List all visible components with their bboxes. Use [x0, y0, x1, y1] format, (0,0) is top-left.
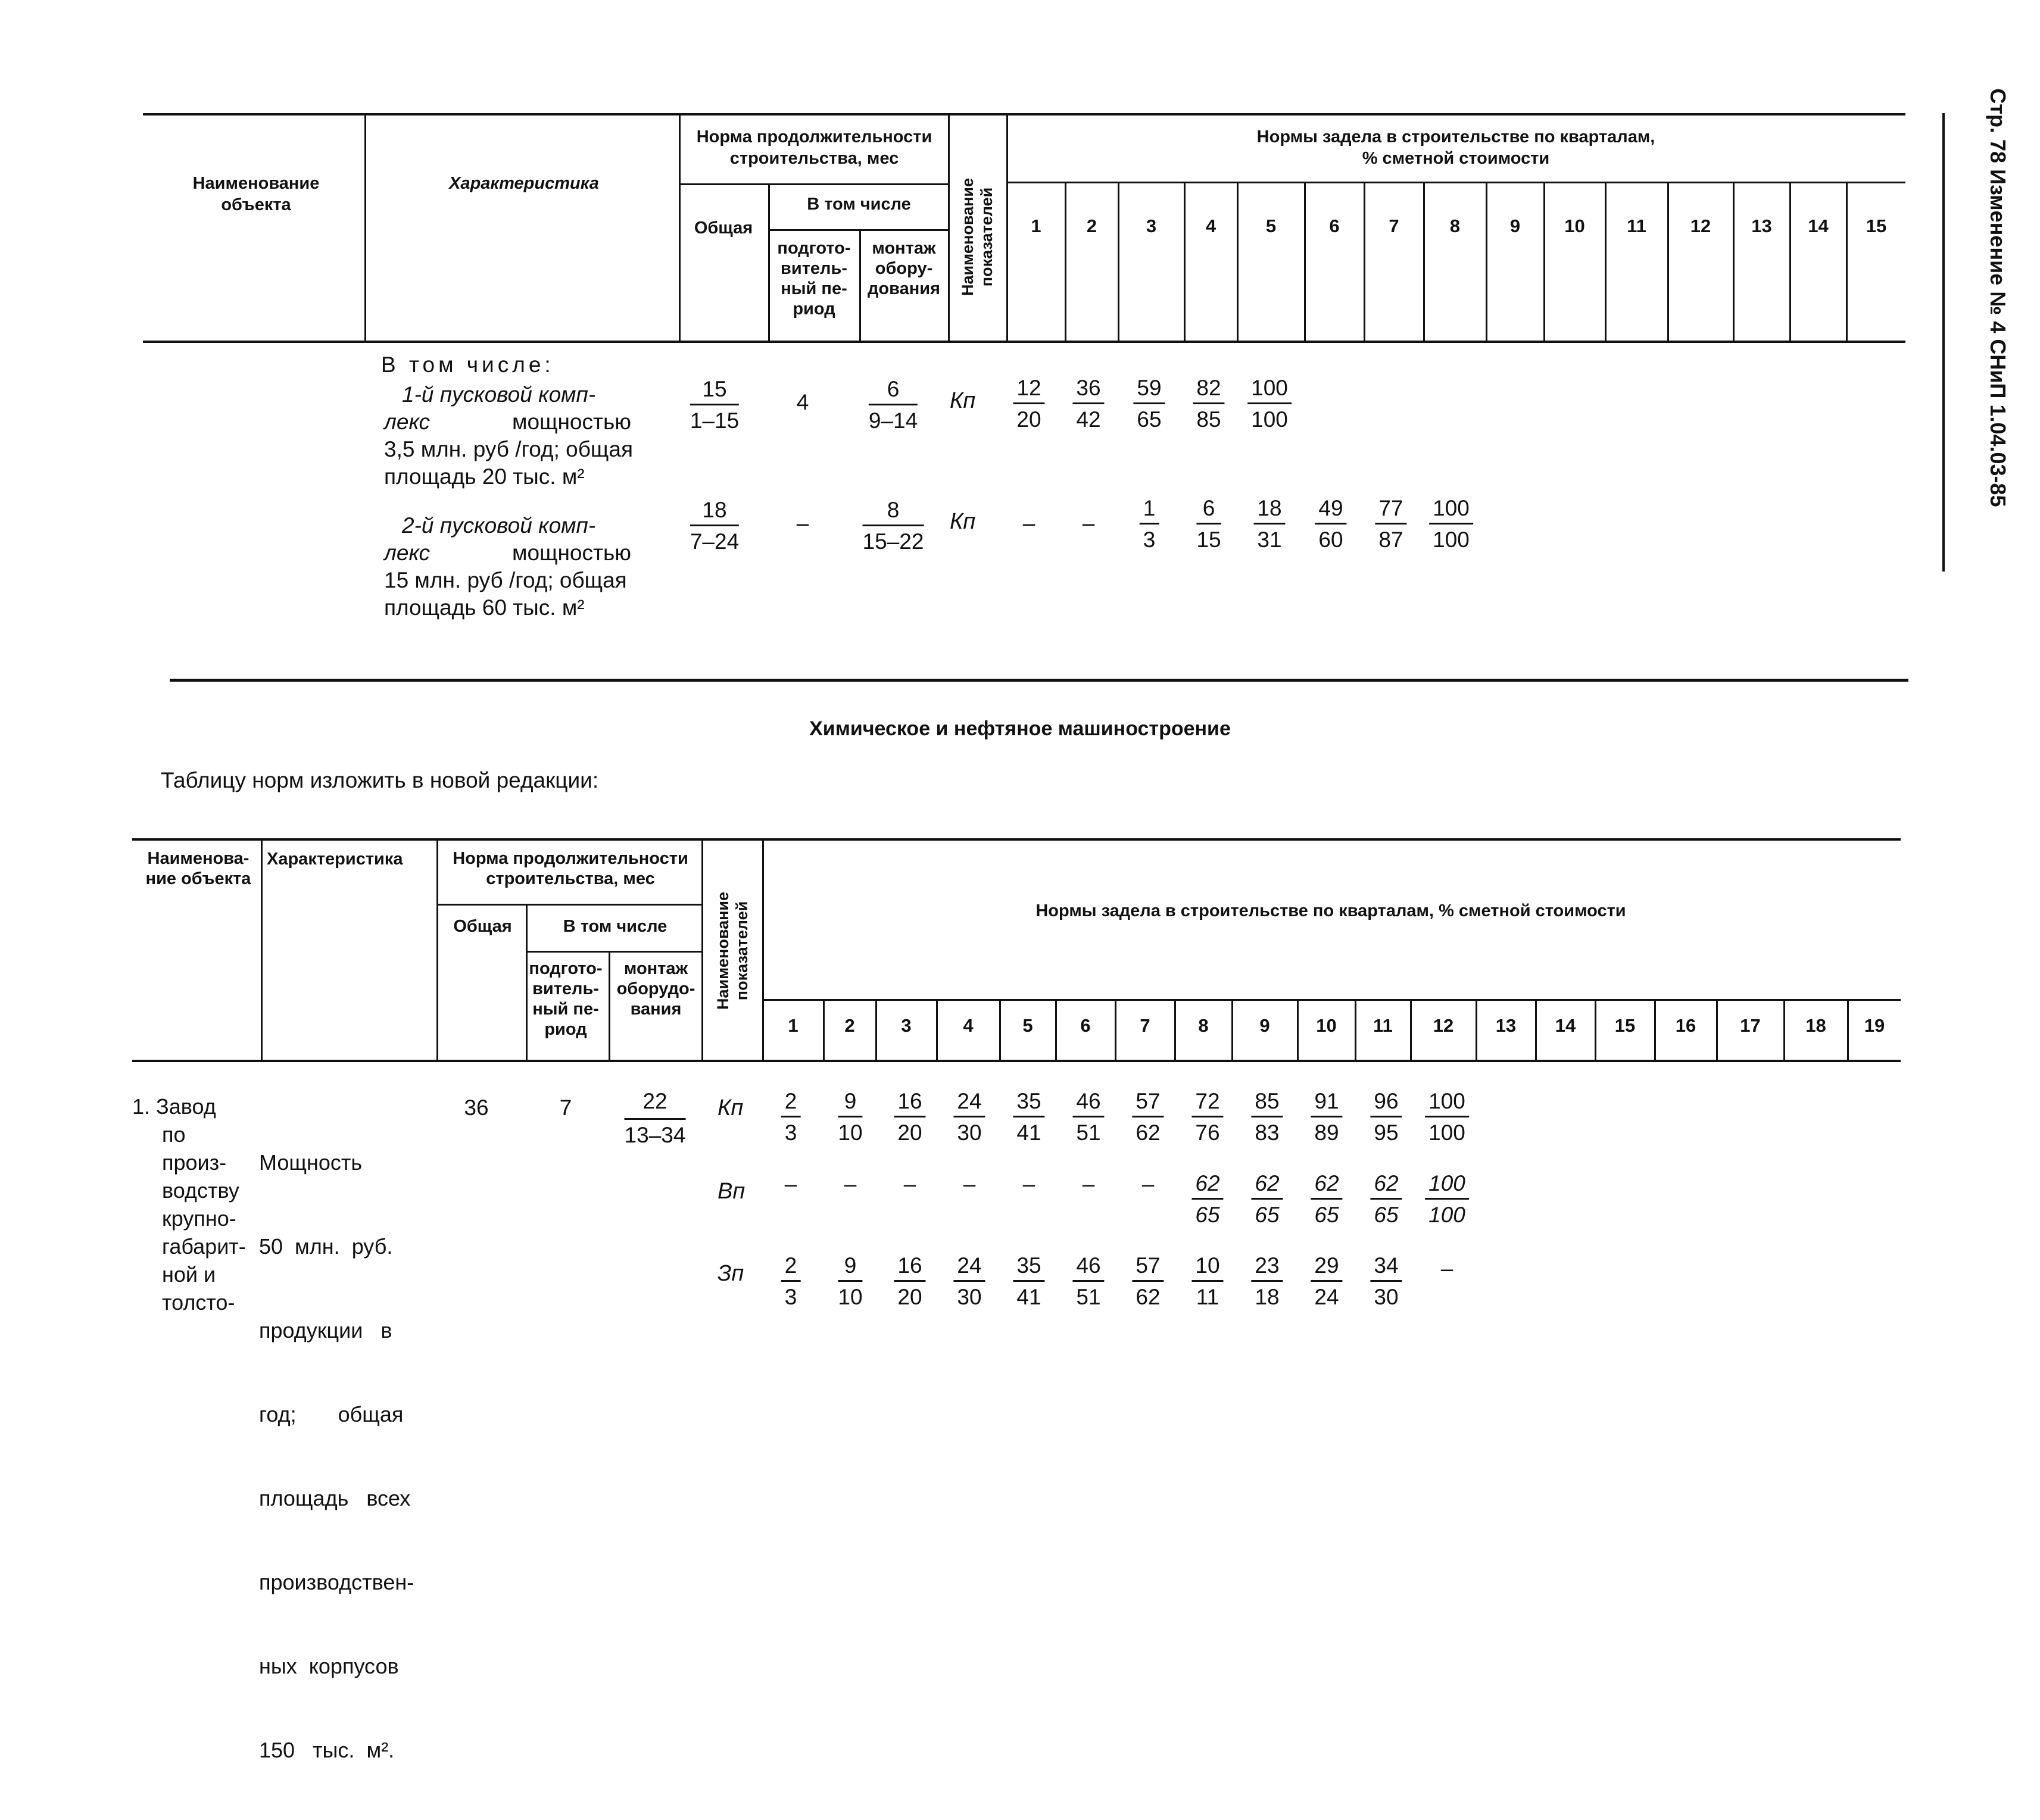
t2-kp-q1: $\frac{2}{3}$ — [781, 1088, 801, 1146]
t2-object-name: 1. Завод по произ- водству крупно- габарит- ной и толсто- — [132, 1094, 246, 1315]
t1-row2-mount: $\frac{8}{15-22}$ — [862, 498, 924, 554]
t2-header-characteristic: Характеристика — [267, 850, 403, 869]
t2-quarter: 12 — [1433, 1015, 1454, 1036]
t2-quarter: 8 — [1198, 1015, 1209, 1036]
t2-quarter: 1 — [788, 1015, 798, 1036]
t2-vp-q12: $\frac{100}{100}$ — [1425, 1170, 1469, 1228]
t2-header-zadel: Нормы задела в строительстве по кварталам, % сметной стоимости — [1035, 901, 1626, 920]
t2-quarter: 15 — [1614, 1015, 1636, 1036]
t1-row1-total: $\frac{15}{1-15}$ — [690, 377, 740, 433]
t2-vp-q11: $\frac{62}{65}$ — [1370, 1170, 1402, 1228]
t1-header-name: Наименование объекта — [192, 174, 320, 214]
t2-kp-q12: $\frac{100}{100}$ — [1425, 1088, 1469, 1146]
t2-prep: 7 — [559, 1095, 572, 1120]
t1-row1-prep: 4 — [796, 390, 809, 414]
t1-quarter: 5 — [1265, 216, 1277, 236]
t2-vp-q5: – — [1022, 1172, 1035, 1196]
t2-zp-q7: $\frac{57}{62}$ — [1132, 1253, 1164, 1310]
t2-quarter: 10 — [1316, 1015, 1337, 1036]
t1-quarter: 3 — [1146, 216, 1157, 236]
t2-quarter: 2 — [844, 1015, 855, 1036]
t1-header-total: Общая — [694, 218, 753, 238]
t2-quarter: 6 — [1080, 1015, 1091, 1036]
t2-quarter: 7 — [1140, 1015, 1150, 1036]
t2-quarter: 9 — [1259, 1015, 1270, 1036]
t1-header-zadel: Нормы задела в строительстве по кварталам, % сметной стоимости — [1256, 127, 1655, 168]
t1-quarter: 12 — [1690, 216, 1711, 236]
t1-row1-name: 1-й пусковой комп- лекс мощностью 3,5 млн. руб /год; общая площадь 20 тыс. м² — [384, 382, 633, 489]
t2-quarter: 16 — [1675, 1015, 1696, 1036]
t2-vp-q7: – — [1141, 1172, 1155, 1196]
t2-zp-q1: $\frac{2}{3}$ — [781, 1253, 801, 1310]
t2-kp-q2: $\frac{9}{10}$ — [838, 1089, 863, 1145]
t2-zp-label: Зп — [718, 1261, 744, 1286]
t1-header-including: В том числе — [807, 195, 911, 214]
t2-vp-q9: $\frac{62}{65}$ — [1251, 1170, 1283, 1228]
t1-row2-q1: – — [1022, 511, 1035, 535]
t2-header-total: Общая — [453, 917, 512, 936]
t1-quarter: 7 — [1389, 216, 1399, 236]
section-title: Химическое и нефтяное машиностроение — [809, 717, 1231, 740]
t2-quarter: 17 — [1740, 1015, 1761, 1036]
t2-characteristic: Мощность 50 млн. руб. продукции в год; общая площадь всех производствен- ных корпусов 150 тыс. м². — [259, 1150, 414, 1762]
t1-row1-q4: $\frac{82}{85}$ — [1193, 375, 1224, 433]
section-separator — [170, 679, 1908, 682]
t2-zp-q2: $\frac{9}{10}$ — [838, 1253, 863, 1309]
t2-vp-q3: – — [903, 1172, 916, 1196]
t1-quarter: 6 — [1329, 216, 1340, 236]
t2-zp-q12: – — [1440, 1256, 1453, 1281]
t1-header-indicators: Наименование показателей — [959, 177, 996, 296]
t1-row1-mount: $\frac{6}{9-14}$ — [868, 377, 918, 433]
t2-header-name: Наименова- ние объекта — [145, 849, 251, 888]
t2-kp-q6: $\frac{46}{51}$ — [1072, 1088, 1104, 1146]
t2-vp-q10: $\frac{62}{65}$ — [1311, 1170, 1342, 1228]
t2-vp-q4: – — [963, 1172, 976, 1196]
t1-row1-q3: $\frac{59}{65}$ — [1133, 375, 1165, 433]
t2-kp-q4: $\frac{24}{30}$ — [953, 1088, 985, 1146]
t2-quarter: 11 — [1373, 1015, 1393, 1036]
t2-quarter: 5 — [1022, 1015, 1033, 1036]
t2-zp-q10: $\frac{29}{24}$ — [1311, 1253, 1342, 1310]
t2-kp-q7: $\frac{57}{62}$ — [1132, 1088, 1164, 1146]
t2-vp-q6: – — [1082, 1172, 1095, 1196]
t1-row1-q2: $\frac{36}{42}$ — [1072, 375, 1104, 433]
t1-row2-q4: $\frac{6}{15}$ — [1196, 496, 1221, 552]
t2-mount: $\frac{22}{13-34}$ — [624, 1089, 686, 1147]
t1-header-characteristic: Характеристика — [449, 174, 599, 193]
t2-vp-q2: – — [844, 1172, 857, 1196]
t1-quarter: 13 — [1751, 216, 1772, 236]
t1-quarter: 2 — [1086, 216, 1097, 236]
t1-row2-q3: $\frac{1}{3}$ — [1140, 495, 1159, 553]
t1-row2-total: $\frac{18}{7-24}$ — [690, 498, 740, 554]
t2-header-indicators: Наименование показателей — [714, 891, 751, 1010]
t2-zp-q5: $\frac{35}{41}$ — [1013, 1253, 1044, 1310]
side-title: Стр. 78 Изменение № 4 СНиП 1.04.03-85 — [1986, 88, 2010, 507]
t2-header-including: В том числе — [563, 917, 667, 936]
t2-zp-q3: $\frac{16}{20}$ — [894, 1253, 925, 1310]
t2-zp-q9: $\frac{23}{18}$ — [1251, 1253, 1283, 1310]
t1-header-mount: монтаж обору- дования — [868, 239, 940, 298]
t2-kp-q5: $\frac{35}{41}$ — [1013, 1088, 1044, 1146]
t2-quarter: 3 — [901, 1015, 912, 1036]
t2-quarter: 13 — [1495, 1015, 1517, 1036]
t1-quarter: 1 — [1031, 216, 1041, 236]
t1-row1-q1: $\frac{12}{20}$ — [1013, 375, 1044, 433]
t1-row2-indicator: Кп — [950, 509, 976, 534]
intro-text: Таблицу норм изложить в новой редакции: — [161, 768, 599, 792]
t1-row2-q5: $\frac{18}{31}$ — [1253, 495, 1285, 553]
t1-quarter: 8 — [1449, 216, 1461, 236]
t1-header-prep: подгото- витель- ный пе- риод — [777, 239, 851, 319]
t2-quarter: 19 — [1864, 1015, 1885, 1036]
t1-quarter: 9 — [1509, 216, 1521, 236]
t1-row2-q8: $\frac{100}{100}$ — [1429, 495, 1473, 553]
t2-header-prep: подгото- витель- ный пе- риод — [529, 959, 603, 1039]
t2-header-duration: Норма продолжительности строительства, мес — [453, 849, 688, 888]
t2-vp-q8: $\frac{62}{65}$ — [1191, 1170, 1223, 1228]
t1-row1-q5: $\frac{100}{100}$ — [1247, 375, 1292, 433]
t1-subtitle: В том числе: — [381, 352, 554, 377]
t2-vp-label: Вп — [718, 1179, 745, 1204]
t2-kp-q11: $\frac{96}{95}$ — [1370, 1088, 1402, 1146]
t2-kp-q9: $\frac{85}{83}$ — [1251, 1088, 1283, 1146]
t1-quarter: 4 — [1205, 216, 1216, 236]
t2-total: 36 — [464, 1095, 489, 1120]
t1-row2-q2: – — [1082, 511, 1095, 535]
t1-header-duration: Норма продолжительности строительства, мес — [696, 127, 932, 168]
t2-header-mount: монтаж оборудо- вания — [616, 959, 695, 1019]
t1-row1-indicator: Кп — [950, 388, 976, 413]
t2-quarter: 14 — [1555, 1015, 1576, 1036]
t1-quarter: 11 — [1627, 216, 1646, 236]
t1-row2-prep: – — [796, 511, 809, 535]
side-title-rule — [1942, 113, 1945, 572]
t2-kp-q3: $\frac{16}{20}$ — [894, 1088, 925, 1146]
t2-zp-q4: $\frac{24}{30}$ — [953, 1253, 985, 1310]
t2-vp-q1: – — [784, 1172, 797, 1196]
t2-zp-q6: $\frac{46}{51}$ — [1072, 1253, 1104, 1310]
t2-quarter: 4 — [963, 1015, 974, 1036]
t1-quarter: 10 — [1564, 216, 1585, 236]
t2-zp-q11: $\frac{34}{30}$ — [1370, 1253, 1402, 1310]
t2-kp-q10: $\frac{91}{89}$ — [1311, 1088, 1342, 1146]
t2-kp-label: Кп — [718, 1095, 744, 1120]
t2-quarter: 18 — [1805, 1015, 1826, 1036]
t2-kp-q8: $\frac{72}{76}$ — [1191, 1088, 1223, 1146]
t1-row2-q7: $\frac{77}{87}$ — [1375, 495, 1406, 553]
t1-row2-q6: $\frac{49}{60}$ — [1315, 495, 1346, 553]
t1-row2-name: 2-й пусковой комп- лекс мощностью 15 млн. руб /год; общая площадь 60 тыс. м² — [384, 513, 631, 620]
t2-zp-q8: $\frac{10}{11}$ — [1191, 1253, 1223, 1310]
t1-quarter: 14 — [1808, 216, 1829, 236]
t1-quarter: 15 — [1866, 216, 1887, 236]
